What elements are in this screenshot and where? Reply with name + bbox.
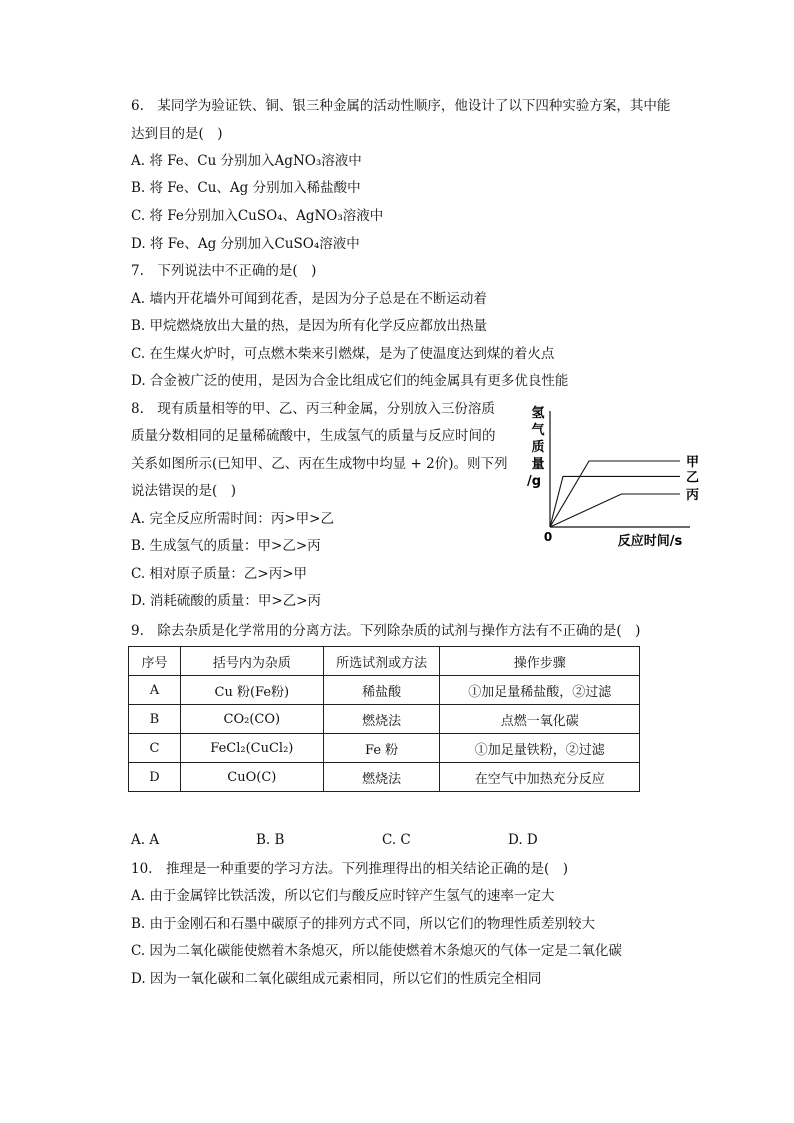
table-header: 序号	[129, 647, 181, 676]
table-cell: 燃烧法	[323, 705, 440, 734]
q10-option-b: B. 由于金刚石和石墨中碳原子的排列方式不同，所以它们的物理性质差别较大	[131, 916, 596, 932]
table-cell: 点燃一氧化碳	[440, 705, 640, 734]
series-line-丙	[550, 494, 680, 527]
q9-stem: 9. 除去杂质是化学常用的分离方法。下列除杂质的试剂与操作方法有不正确的是( )	[131, 623, 641, 639]
table-row	[129, 763, 640, 792]
q6-stem-line1: 6. 某同学为验证铁、铜、银三种金属的活动性顺序，他设计了以下四种实验方案，其中能	[131, 98, 671, 114]
table-cell: C	[129, 734, 181, 763]
q8-stem-line2: 质量分数相同的足量稀硫酸中，生成氢气的质量与反应时间的	[131, 428, 496, 444]
table-cell: CuO(C)	[180, 763, 323, 792]
q7-option-d: D. 合金被广泛的使用，是因为合金比组成它们的纯金属具有更多优良性能	[131, 373, 569, 389]
series-label: 甲	[686, 455, 700, 470]
table-row	[129, 734, 640, 763]
table-row	[129, 705, 640, 734]
table-cell: ①加足量稀盐酸，②过滤	[440, 676, 640, 705]
table-cell: A	[129, 676, 181, 705]
table-cell: 燃烧法	[323, 763, 440, 792]
q7-stem: 7. 下列说法中不正确的是( )	[131, 263, 317, 279]
origin-label: 0	[543, 530, 553, 544]
y-axis-label-char: 气	[531, 423, 545, 438]
q8-stem-line4: 说法错误的是( )	[131, 483, 237, 499]
series-line-乙	[550, 476, 680, 527]
chart-axes	[550, 411, 690, 527]
table-header: 操作步骤	[440, 647, 640, 676]
x-axis-label: 反应时间/s	[617, 534, 683, 549]
y-axis-label-char: 氢	[531, 406, 545, 421]
q10-stem: 10. 推理是一种重要的学习方法。下列推理得出的相关结论正确的是( )	[131, 861, 569, 877]
table-cell: D	[129, 763, 181, 792]
q8-option-b: B. 生成氢气的质量：甲>乙>丙	[131, 538, 321, 554]
q8-stem-line1: 8. 现有质量相等的甲、乙、丙三种金属，分别放入三份溶质	[131, 401, 495, 417]
y-axis-label-char: /g	[526, 474, 542, 489]
q6-option-b: B. 将 Fe、Cu、Ag 分别加入稀盐酸中	[131, 180, 361, 196]
q10-option-d: D. 因为一氧化碳和二氧化碳组成元素相同，所以它们的性质完全相同	[131, 971, 542, 987]
q10-option-a: A. 由于金属锌比铁活泼，所以它们与酸反应时锌产生氢气的速率一定大	[131, 888, 555, 904]
q10-option-c: C. 因为二氧化碳能使燃着木条熄灭，所以能使燃着木条熄灭的气体一定是二氧化碳	[131, 943, 622, 959]
q6-option-a: A. 将 Fe、Cu 分别加入AgNO₃溶液中	[131, 153, 362, 169]
q9-table	[128, 646, 640, 792]
q6-stem-line2: 达到目的是( )	[131, 126, 223, 142]
hydrogen-mass-chart	[520, 405, 700, 555]
q8-option-c: C. 相对原子质量：乙>丙>甲	[131, 566, 308, 582]
q8-option-a: A. 完全反应所需时间：丙>甲>乙	[131, 511, 334, 527]
q8-stem-line3: 关系如图所示(已知甲、乙、丙在生成物中均显 + 2价)。则下列	[131, 456, 508, 472]
series-label: 丙	[686, 488, 700, 503]
table-cell: Cu 粉(Fe粉)	[180, 676, 323, 705]
table-cell: Fe 粉	[323, 734, 440, 763]
y-axis-label-char: 量	[531, 457, 545, 472]
q9-answer-c: C. C	[382, 832, 411, 848]
table-cell: 在空气中加热充分反应	[440, 763, 640, 792]
y-axis-label-char: 质	[531, 440, 545, 455]
table-cell: ①加足量铁粉，②过滤	[440, 734, 640, 763]
q6-option-d: D. 将 Fe、Ag 分别加入CuSO₄溶液中	[131, 236, 360, 252]
table-cell: FeCl₂(CuCl₂)	[180, 734, 323, 763]
table-header: 括号内为杂质	[180, 647, 323, 676]
q9-answer-a: A. A	[131, 832, 160, 848]
q9-answer-b: B. B	[256, 832, 285, 848]
table-cell: 稀盐酸	[323, 676, 440, 705]
table-header: 所选试剂或方法	[323, 647, 440, 676]
table-row	[129, 676, 640, 705]
q7-option-a: A. 墙内开花墙外可闻到花香，是因为分子总是在不断运动着	[131, 291, 487, 307]
q6-option-c: C. 将 Fe分别加入CuSO₄、AgNO₃溶液中	[131, 208, 384, 224]
q7-option-b: B. 甲烷燃烧放出大量的热，是因为所有化学反应都放出热量	[131, 318, 488, 334]
q8-option-d: D. 消耗硫酸的质量：甲>乙>丙	[131, 593, 322, 609]
q7-option-c: C. 在生煤火炉时，可点燃木柴来引燃煤，是为了使温度达到煤的着火点	[131, 346, 555, 362]
table-header-row	[129, 647, 640, 676]
chart-lines	[550, 461, 680, 527]
series-label: 乙	[686, 470, 700, 486]
q9-answer-d: D. D	[508, 832, 538, 848]
table-cell: CO₂(CO)	[180, 705, 323, 734]
table-cell: B	[129, 705, 181, 734]
